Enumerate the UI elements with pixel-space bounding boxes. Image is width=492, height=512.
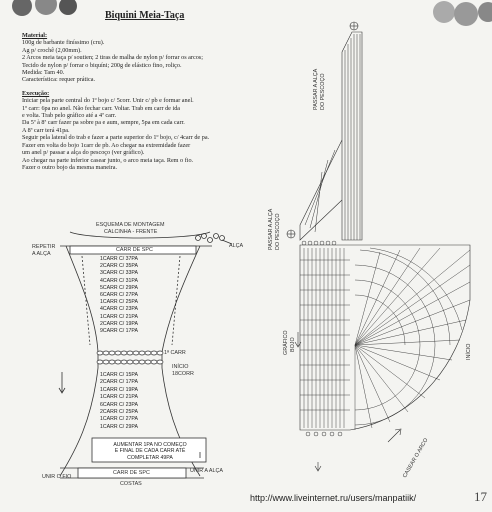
execucao-line: A 8ª carr terá 41pa. xyxy=(22,126,70,134)
chart-header-2: CALCINHA - FRENTE xyxy=(104,229,158,235)
row-label: 9CARR C/ 17PA xyxy=(100,328,138,335)
row-label: 6CARR C/ 23PA xyxy=(100,401,138,408)
grafico-bojo-2: BOJO xyxy=(290,337,296,352)
execucao-line: Seguir pela lateral do trab e fazer a parte superior do 1º bojo, c/ 4carr de pa. xyxy=(22,134,210,142)
row-label: 1CARR C/ 29PA xyxy=(100,423,138,430)
row-label: 2CARR C/ 25PA xyxy=(100,409,138,416)
note-line: COMPLETAR 49PA xyxy=(127,454,173,461)
material-line: Tecido de nylon p/ forrar o biquíni; 200g de elástico fino, roliço. xyxy=(22,61,182,69)
row-label: 1CARR C/ 15PA xyxy=(100,372,138,378)
source-url: http://www.liveinternet.ru/users/manpatiik/ xyxy=(250,493,417,503)
note-line: AUMENTAR 1PA NO COMEÇO xyxy=(113,442,187,448)
row-label: 5CARR C/ 29PA xyxy=(100,284,138,291)
row-label: 1CARR C/ 27PA xyxy=(100,416,138,423)
execucao-line: Ao chegar na parte inferior casear junto, o arco meia taça. Rem o fio. xyxy=(22,156,194,164)
execucao-line: Fazer o outro bojo da mesma maneira. xyxy=(22,163,118,171)
casear-arco: CASEAR O ARCO xyxy=(402,437,430,479)
execucao-line: um anel p/ passar a alça do pescoço (ver gráfico). xyxy=(22,149,145,157)
execucao-line: 1º carr: 6pa no anel. Não fechar carr. Voltar. Trab em carr de ida xyxy=(22,104,181,112)
repetir-label: REPETIR xyxy=(32,244,56,250)
passar-alca-top: PASSAR A ALÇA xyxy=(313,68,319,110)
corner-circles-left xyxy=(12,0,77,16)
costas-label: COSTAS xyxy=(120,481,142,487)
material-heading: Material: xyxy=(22,32,48,39)
rows-bottom xyxy=(100,372,138,431)
row-label: 1CARR C/ 37PA xyxy=(100,256,138,262)
inicio-right: INÍCIO xyxy=(466,343,472,360)
execucao-line: Fazer em volta do bojo 1carr de pb. Ao chegar na extremidade fazer xyxy=(22,141,191,149)
material-line: Ag p/ crochê (2,00mm). xyxy=(22,46,82,54)
material-line: 100g de barbante finíssimo (cru). xyxy=(22,39,105,47)
corner-circles-right xyxy=(433,1,492,26)
alca-label: ALÇA xyxy=(229,243,244,249)
repetir-label-2: A ALÇA xyxy=(32,251,51,257)
row-label: 2CARR C/ 17PA xyxy=(100,379,138,386)
execucao-line: e volta. Trab pelo gráfico até a 4ª carr. xyxy=(22,112,117,120)
caracteristica: Característica: requer prática. xyxy=(22,76,96,84)
row-label: 6CARR C/ 27PA xyxy=(100,292,138,299)
bottom-band-label: CARR DE SPC xyxy=(113,470,150,476)
execucao-heading: Execução: xyxy=(22,89,50,97)
inicio-label: INÍCIO xyxy=(172,364,189,370)
page-number: 17 xyxy=(474,489,487,504)
grafico-bojo: GRÁFICO xyxy=(283,330,289,355)
strap-loop xyxy=(196,234,233,245)
execucao-line: Da 5ª à 8ª carr fazer pa sobre pa e aum, sempre, 5pa em cada carr. xyxy=(22,119,185,127)
row-label: 1CARR C/ 19PA xyxy=(100,386,138,393)
passar-alca-mid-2: DO PESCOÇO xyxy=(275,213,281,250)
chain-row xyxy=(97,351,163,364)
note-line: E FINAL DE CADA CARR ATÉ xyxy=(114,448,186,455)
unir-alca-label: UNIR A ALÇA xyxy=(190,468,223,474)
increase-note xyxy=(95,442,205,461)
rows-top xyxy=(100,256,138,335)
row-label: 1CARR C/ 21PA xyxy=(100,394,138,401)
row-label: 4CARR C/ 31PA xyxy=(100,277,138,284)
row-label: 1CARR C/ 25PA xyxy=(100,299,138,306)
row-label: 1CARR C/ 21PA xyxy=(100,313,138,320)
execucao-line: Iniciar pela parte central do 1º bojo c/ 5corr. Unir c/ pb e formar anel. xyxy=(22,97,194,105)
first-carr-label: 1ª CARR xyxy=(164,350,186,356)
material-line: 2 Arcos meia taça p/ soutien; 2 tiras de malha de nylon p/ forrar os arcos; xyxy=(22,54,203,62)
chart-header-1: ESQUEMA DE MONTAGEM xyxy=(96,222,165,228)
medida: Medida: Tam 40. xyxy=(22,69,65,77)
instructions xyxy=(22,30,262,171)
unir-fio-label: UNIR O FIO xyxy=(42,474,72,480)
row-label: 3CARR C/ 33PA xyxy=(100,270,138,277)
inicio-label-2: 18CORR xyxy=(172,371,194,377)
top-band-label: CARR DE SPC xyxy=(116,247,153,253)
passar-alca-mid: PASSAR A ALÇA xyxy=(268,208,274,250)
passar-alca-top-2: DO PESCOÇO xyxy=(320,73,326,110)
page-title: Biquini Meia-Taça xyxy=(105,10,185,21)
row-label: 2CARR C/ 19PA xyxy=(100,320,138,327)
row-label: 4CARR C/ 23PA xyxy=(100,306,138,313)
row-label: 2CARR C/ 35PA xyxy=(100,263,138,270)
